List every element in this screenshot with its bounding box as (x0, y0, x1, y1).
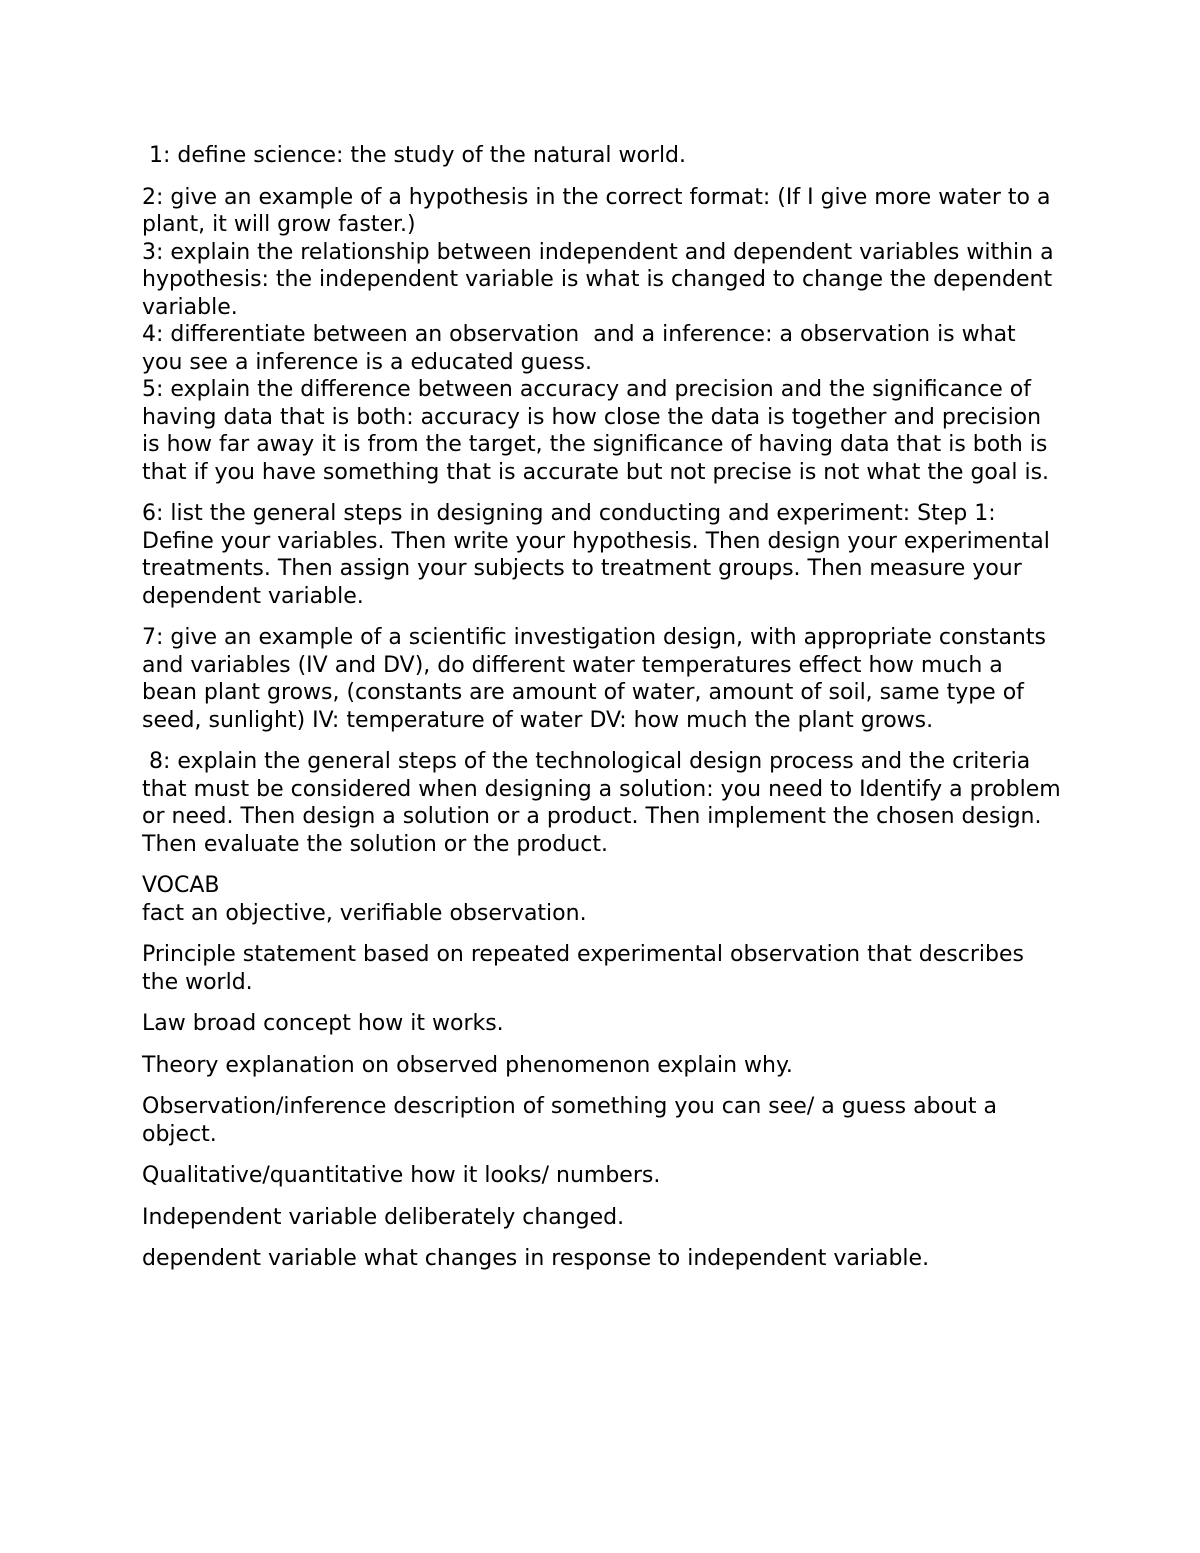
vocab-item-independent: Independent variable deliberately changed. (142, 1204, 625, 1230)
vocab-item-theory: Theory explanation on observed phenomenon explain why. (142, 1052, 793, 1078)
vocab-item-law: Law broad concept how it works. (142, 1011, 504, 1036)
question-6: 6: list the general steps in designing and conducting and experiment: Step 1: Define your variables. Then write your hypothesis. Then design your experimental treatments. Then assign your subjects to treatment groups. Then measure your dependent variable. (142, 501, 1057, 609)
vocab-item-qualitative: Qualitative/quantitative how it looks/ numbers. (142, 1163, 661, 1188)
question-7: 7: give an example of a scientific investigation design, with appropriate constants and variables (IV and DV), do different water temperatures effect how much a bean plant grows, (constants are amount of water, amount of soil, same type of seed, sunlight) IV: temperature of water DV: how much the plant grows. (142, 625, 1053, 733)
vocab-item-dependent: dependent variable what changes in response to independent variable. (142, 1246, 930, 1271)
question-3: 3: explain the relationship between independent and dependent variables within a hypothesis: the independent variable is what is changed to change the dependent variable. (142, 239, 1061, 320)
vocab-heading: VOCAB (142, 873, 220, 898)
vocab-item-fact: fact an objective, verifiable observation. (142, 900, 587, 926)
question-5: 5: explain the difference between accuracy and precision and the significance of having data that is both: accuracy is how close the data is together and precision is how far away it is from the target, the significance of having data that is both is that if you have something that is accurate but not precise is not what the goal is. (142, 377, 1055, 485)
question-4: 4: differentiate between an observation and a inference: a observation is what you see a inference is a educated guess. (142, 322, 1023, 375)
vocab-item-observation: Observation/inference description of something you can see/ a guess about a object. (142, 1094, 1005, 1147)
question-1: 1: define science: the study of the natural world. (142, 143, 687, 168)
vocab-item-principle: Principle statement based on repeated experimental observation that describes the world. (142, 942, 1031, 995)
document-body (142, 142, 1068, 1273)
question-2: 2: give an example of a hypothesis in the correct format: (If I give more water to a plant, it will grow faster.) (142, 184, 1058, 237)
question-8: 8: explain the general steps of the technological design process and the criteria that must be considered when designing a solution: you need to Identify a problem or need. Then design a solution or a product. Then implement the chosen design. Then evaluate the solution or the product. (142, 749, 1068, 857)
